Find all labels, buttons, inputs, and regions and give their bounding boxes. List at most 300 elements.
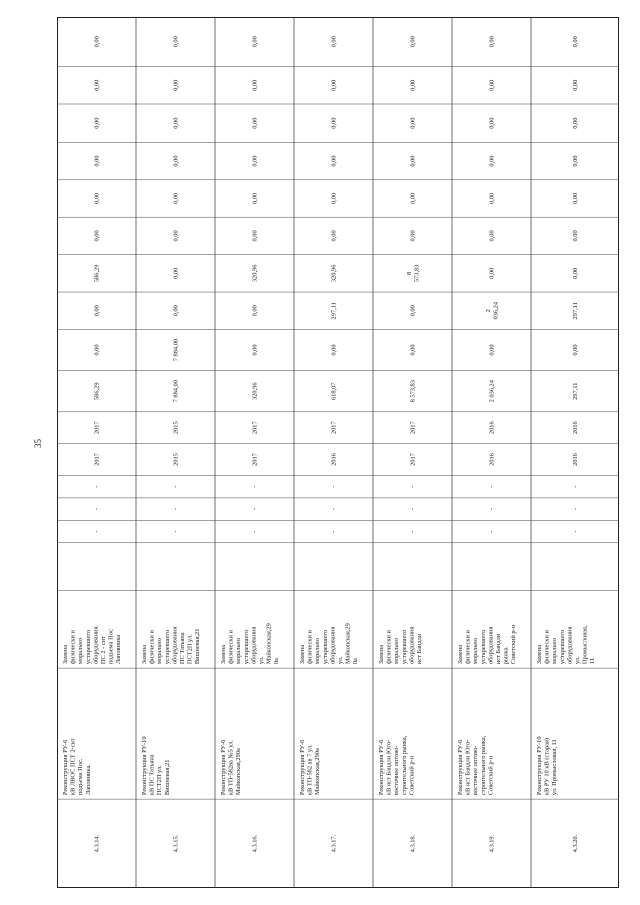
cell-value: 2017 xyxy=(93,453,101,466)
cell-line: Советский р-н xyxy=(510,624,518,665)
cell-value: 2017 xyxy=(93,421,101,435)
cell-line: морально xyxy=(235,638,243,665)
cell-value: 7 884,00 xyxy=(172,338,180,362)
cell-line: Замена xyxy=(457,644,464,665)
cell-v2 xyxy=(410,305,417,316)
cell-value: 0,00 xyxy=(93,79,101,91)
cell-year_start xyxy=(94,452,101,466)
cell-line: оборудования xyxy=(487,626,495,665)
cell-v4 xyxy=(410,230,417,241)
cell-year_start xyxy=(331,453,338,466)
cell-value: 0,00 xyxy=(251,344,259,356)
cell-line: физически и xyxy=(227,630,235,665)
cell-line: устаревшего xyxy=(400,629,408,665)
rotated-table xyxy=(57,17,619,888)
cell-value: 586,29 xyxy=(93,382,101,401)
cell-v2 xyxy=(331,302,338,319)
cell-line: оборудования xyxy=(566,626,574,665)
cell-line: оборудования xyxy=(329,626,337,665)
table-row xyxy=(378,36,423,852)
cell-value: 2016 xyxy=(488,453,496,466)
table-row xyxy=(220,36,280,852)
cell-blank3 xyxy=(331,486,338,488)
cell-line: ПСТ2П ул. xyxy=(186,634,194,665)
cell-line: Лаповника. xyxy=(84,764,92,796)
cell-line: Майкопская,29 xyxy=(265,623,273,665)
cell-line: оборудования. xyxy=(92,625,100,665)
cell-v6 xyxy=(173,155,180,166)
cell-line: устаревшего xyxy=(558,629,566,665)
cell-year_end xyxy=(572,421,579,434)
cell-value: 0,00 xyxy=(330,155,338,167)
cell-value: - xyxy=(572,530,580,533)
cell-line: устаревшего xyxy=(321,629,329,665)
cell-v3 xyxy=(489,268,496,279)
cell-name xyxy=(62,738,92,795)
cell-value: 2 xyxy=(484,309,492,313)
cell-year_end xyxy=(173,421,180,434)
cell-v9 xyxy=(572,36,579,47)
cell-value: 4.3.20. xyxy=(572,834,580,853)
cell-v1 xyxy=(173,339,180,361)
cell-blank2 xyxy=(252,508,259,510)
cell-value: 586,29 xyxy=(93,264,101,283)
cell-value: 0,00 xyxy=(409,344,417,356)
cell-value: 7 884,00 xyxy=(172,380,180,403)
cell-line: морально xyxy=(314,638,322,665)
cell-value: - xyxy=(488,530,496,533)
cell-value: 0,00 xyxy=(251,192,259,205)
cell-line: Замена xyxy=(220,644,227,665)
cell-line: морально xyxy=(393,638,401,665)
cell-value: 0,00 xyxy=(409,117,417,129)
cell-line: кВ ист Бандли Юго- xyxy=(385,739,393,796)
cell-year_end xyxy=(489,421,496,434)
cell-blank2 xyxy=(572,508,579,510)
cell-blank2 xyxy=(173,508,180,510)
cell-value: 2017 xyxy=(330,421,338,435)
cell-value: 2017 xyxy=(251,421,259,435)
cell-value: 4.3.14. xyxy=(93,834,101,853)
cell-value: 0,00 xyxy=(93,117,101,129)
cell-line: подъема Пос. xyxy=(77,758,85,796)
cell-v3 xyxy=(331,265,338,283)
cell-line: ул. xyxy=(574,656,581,665)
cell-value: - xyxy=(488,508,496,511)
cell-value: - xyxy=(251,508,259,511)
cell-v4 xyxy=(489,230,496,241)
cell-value: 8 xyxy=(405,271,413,275)
cell-value: 2017 xyxy=(409,421,417,435)
cell-blank3 xyxy=(489,486,496,488)
cell-blank2 xyxy=(489,508,496,510)
cell-value: 0,00 xyxy=(409,192,417,205)
cell-value: - xyxy=(572,508,580,511)
cell-action xyxy=(299,623,359,664)
cell-v2 xyxy=(173,305,180,316)
cell-value: 0,00 xyxy=(172,305,180,317)
cell-value: 0,00 xyxy=(330,344,338,356)
cell-v9 xyxy=(331,36,338,47)
cell-v8 xyxy=(94,80,101,91)
cell-action xyxy=(62,625,122,665)
cell-value: 0,00 xyxy=(251,79,259,91)
cell-value: 0,00 xyxy=(93,155,101,167)
cell-line: физически и xyxy=(69,630,77,665)
cell-value: 0,00 xyxy=(251,305,259,317)
cell-value: 0,00 xyxy=(572,155,580,167)
cell-value: 0,00 xyxy=(488,36,496,48)
table-row xyxy=(536,36,596,852)
cell-line: устаревшего xyxy=(84,629,92,665)
cell-line: оборудования xyxy=(250,626,258,665)
cell-value: 2015 xyxy=(172,421,180,435)
cell-value: 320,96 xyxy=(251,382,259,401)
cell-year_start xyxy=(410,452,417,466)
cell-value: 0,00 xyxy=(330,117,338,129)
cell-value: 2 036,24 xyxy=(488,380,496,403)
cell-value: 2017 xyxy=(251,453,259,466)
cell-name xyxy=(457,735,494,795)
cell-v2 xyxy=(485,301,500,319)
cell-v5 xyxy=(94,193,101,204)
cell-name xyxy=(299,740,321,795)
cell-line: морально xyxy=(156,638,164,665)
cell-v4 xyxy=(331,230,338,241)
cell-blank1 xyxy=(489,530,496,532)
cell-v5 xyxy=(572,193,579,204)
cell-line: восточнее оптово- xyxy=(393,745,401,796)
cell-v7 xyxy=(173,118,180,129)
cell-v1 xyxy=(489,344,496,355)
cell-blank1 xyxy=(572,530,579,532)
cell-v4 xyxy=(572,230,579,241)
cell-action xyxy=(141,627,201,665)
cell-line: Реконструкция РУ-10 xyxy=(536,736,543,796)
cell-value: - xyxy=(251,530,259,533)
cell-v7 xyxy=(252,118,259,129)
cell-value: - xyxy=(172,485,180,488)
cell-value: 0,00 xyxy=(572,36,580,48)
cell-value: - xyxy=(409,485,417,488)
cell-num xyxy=(252,834,259,852)
cell-value: 0,00 xyxy=(330,230,338,242)
cell-v4 xyxy=(173,230,180,241)
cell-value: 4.3.17. xyxy=(330,834,338,853)
cell-line: Реконструкция РУ-10 xyxy=(141,736,148,796)
cell-v1 xyxy=(252,344,259,355)
cell-total xyxy=(410,380,417,402)
cell-line: ист Бандли xyxy=(495,633,502,665)
cell-v9 xyxy=(173,36,180,47)
cell-v9 xyxy=(410,36,417,47)
cell-value: 0,00 xyxy=(172,230,180,242)
cell-v6 xyxy=(331,155,338,166)
cell-value: - xyxy=(488,485,496,488)
cell-value: 4.3.19. xyxy=(488,834,496,853)
cell-v3 xyxy=(572,268,579,279)
cell-v7 xyxy=(572,118,579,129)
cell-value: - xyxy=(172,508,180,511)
cell-line: ПС 2 - сит xyxy=(100,636,107,665)
cell-v1 xyxy=(331,344,338,355)
cell-line: физически и xyxy=(306,630,314,665)
cell-total xyxy=(94,382,101,400)
cell-value: 0,00 xyxy=(488,267,496,279)
cell-value: - xyxy=(172,530,180,533)
cell-line: морально xyxy=(77,638,85,665)
cell-num xyxy=(331,834,338,852)
cell-total xyxy=(572,383,579,400)
cell-line: Реконструкция РУ-6 xyxy=(62,739,69,796)
cell-line: физически и xyxy=(385,630,393,665)
cell-num xyxy=(94,834,101,852)
cell-year_end xyxy=(252,421,259,435)
cell-value: 0,00 xyxy=(93,230,101,242)
cell-v7 xyxy=(489,118,496,129)
cell-line: ПСТ2П ул. xyxy=(156,765,164,796)
cell-value: 0,00 xyxy=(409,305,417,317)
cell-value: 2016 xyxy=(330,453,338,466)
cell-blank2 xyxy=(410,508,417,510)
cell-value: 2016 xyxy=(572,421,580,435)
cell-num xyxy=(410,834,417,852)
cell-line: Замена xyxy=(62,644,69,665)
cell-v5 xyxy=(252,193,259,204)
cell-value: 0,00 xyxy=(251,117,259,129)
cell-value: 0,00 xyxy=(93,36,101,48)
cell-v1 xyxy=(572,344,579,355)
cell-value: 2016 xyxy=(572,453,580,466)
cell-line: Замена xyxy=(141,644,148,665)
cell-value: 0,00 xyxy=(172,267,180,279)
cell-v5 xyxy=(410,193,417,204)
cell-v8 xyxy=(252,80,259,91)
cell-value: 0,00 xyxy=(488,192,496,205)
cell-value: 0,00 xyxy=(488,79,496,91)
cell-blank3 xyxy=(252,486,259,488)
table-canvas xyxy=(57,17,619,888)
cell-line: 0а xyxy=(352,658,360,665)
cell-v6 xyxy=(489,155,496,166)
cell-year_end xyxy=(94,421,101,435)
cell-value: - xyxy=(330,485,338,488)
cell-v1 xyxy=(94,344,101,355)
cell-v6 xyxy=(252,155,259,166)
cell-value: 0,00 xyxy=(572,192,580,205)
cell-value: - xyxy=(330,530,338,533)
cell-line: морально xyxy=(551,638,559,665)
cell-blank3 xyxy=(410,486,417,488)
cell-action xyxy=(220,623,280,664)
cell-v8 xyxy=(489,80,496,91)
cell-v6 xyxy=(572,155,579,166)
page-number: 35 xyxy=(33,439,43,448)
cell-value: 297,11 xyxy=(572,302,580,320)
cell-value: 0,00 xyxy=(93,305,101,317)
cell-blank3 xyxy=(94,486,101,488)
cell-v8 xyxy=(572,80,579,91)
cell-line: Замена xyxy=(299,644,306,665)
cell-value: 0,00 xyxy=(172,79,180,91)
cell-blank1 xyxy=(94,530,101,532)
cell-line: устаревшего xyxy=(242,629,250,665)
cell-total xyxy=(252,382,259,400)
cell-line: Советский р-н xyxy=(408,755,416,796)
cell-line: Лаповника xyxy=(115,634,123,665)
cell-line: физически и xyxy=(543,630,551,665)
cell-line: подъема Пос xyxy=(107,629,115,665)
cell-line: Замена xyxy=(378,644,385,665)
cell-action xyxy=(536,625,596,664)
cell-v6 xyxy=(410,155,417,166)
cell-value: 0,00 xyxy=(572,267,580,279)
cell-v7 xyxy=(331,118,338,129)
cell-name xyxy=(220,740,242,796)
cell-value: 0,00 xyxy=(572,344,580,356)
cell-line: рынка xyxy=(502,647,510,665)
cell-v2 xyxy=(572,302,579,319)
cell-v4 xyxy=(94,230,101,241)
table-row xyxy=(141,36,201,852)
cell-action xyxy=(378,627,423,665)
cell-value: 0,00 xyxy=(488,230,496,242)
cell-v4 xyxy=(252,230,259,241)
cell-num xyxy=(173,834,180,852)
cell-total xyxy=(489,379,496,402)
table-row xyxy=(457,36,517,852)
cell-v2 xyxy=(94,305,101,316)
cell-value: 0,00 xyxy=(172,36,180,48)
cell-year_end xyxy=(331,421,338,435)
cell-value: - xyxy=(572,485,580,488)
cell-line: кВ ЛВОС ПСТ 2-сит xyxy=(69,738,77,796)
cell-value: 2017 xyxy=(409,453,417,466)
cell-blank2 xyxy=(94,508,101,510)
cell-value: 2015 xyxy=(172,453,180,466)
cell-v5 xyxy=(331,193,338,204)
cell-line: Промысловая, xyxy=(581,625,589,665)
cell-name xyxy=(536,736,558,795)
cell-value: 4.3.18. xyxy=(409,834,417,853)
cell-blank1 xyxy=(173,530,180,532)
cell-line: Вишневая,21 xyxy=(194,628,202,665)
cell-value: 0,00 xyxy=(330,36,338,48)
cell-value: 0,00 xyxy=(409,79,417,91)
cell-value: 0,00 xyxy=(409,36,417,48)
cell-total xyxy=(173,380,180,402)
cell-v3 xyxy=(94,265,101,283)
cell-line: кВ РУ 10 кВ (старая) xyxy=(543,737,551,796)
cell-line: оборудования xyxy=(408,626,416,665)
cell-line: Майкопская,290а xyxy=(314,748,322,796)
cell-line: кВ ист Бандли Юго- xyxy=(464,739,472,796)
cell-value: 0,00 xyxy=(172,192,180,205)
cell-value: 0,00 xyxy=(330,192,338,205)
cell-v3 xyxy=(173,268,180,279)
cell-value: 0,00 xyxy=(572,117,580,129)
cell-line: физически и xyxy=(148,630,156,665)
cell-line: Реконструкция РУ-6 xyxy=(378,739,385,796)
cell-line: морально xyxy=(472,638,480,665)
cell-value: 0,00 xyxy=(488,155,496,167)
cell-line: кВ ТП-582 ав 7 ул. xyxy=(306,744,314,796)
cell-line: Реконструкция РУ-6 xyxy=(220,739,227,796)
cell-line: строительного рынка, xyxy=(400,735,408,796)
cell-year_start xyxy=(572,453,579,466)
cell-num xyxy=(572,834,579,852)
cell-value: 0,00 xyxy=(251,36,259,48)
cell-value: 0,00 xyxy=(93,344,101,356)
cell-v8 xyxy=(331,80,338,91)
cell-value: 0,00 xyxy=(572,79,580,91)
cell-value: 320,96 xyxy=(330,264,338,283)
cell-value: 036,24 xyxy=(492,301,500,320)
cell-value: - xyxy=(251,485,259,488)
cell-value: 0,00 xyxy=(172,117,180,129)
cell-line: строительного рынка, xyxy=(479,735,487,796)
cell-line: Реконструкция РУ-6 xyxy=(457,739,464,796)
table-row xyxy=(299,36,359,852)
cell-line: 11 xyxy=(589,657,597,665)
cell-value: 0,00 xyxy=(251,155,259,167)
cell-blank2 xyxy=(331,508,338,510)
cell-line: кВ ПС Татьяна xyxy=(148,754,156,796)
cell-num xyxy=(489,834,496,852)
cell-name xyxy=(378,735,415,795)
cell-blank3 xyxy=(572,486,579,488)
cell-value: 4.3.16. xyxy=(251,834,259,853)
cell-line: Майкопская,290а xyxy=(235,748,243,796)
cell-value: - xyxy=(93,485,101,488)
cell-line: Замена xyxy=(536,644,543,665)
cell-blank1 xyxy=(331,530,338,532)
table-row xyxy=(62,36,122,852)
cell-value: 4.3.15. xyxy=(172,834,180,853)
cell-value: - xyxy=(330,508,338,511)
cell-line: ул. xyxy=(258,656,265,665)
cell-total xyxy=(331,382,338,400)
cell-value: 0,00 xyxy=(409,155,417,167)
cell-value: 0,00 xyxy=(93,192,101,205)
cell-line: кВ ТП-582ва №5 ул. xyxy=(227,739,235,796)
cell-value: 0,00 xyxy=(409,230,417,242)
cell-value: 573,83 xyxy=(413,264,421,283)
cell-value: - xyxy=(409,508,417,511)
cell-name xyxy=(141,736,171,795)
cell-v8 xyxy=(173,80,180,91)
cell-v5 xyxy=(489,193,496,204)
cell-v9 xyxy=(252,36,259,47)
cell-v5 xyxy=(173,193,180,204)
cell-v1 xyxy=(410,344,417,355)
cell-line: 0а xyxy=(273,658,281,665)
cell-line: Майкопская,29 xyxy=(344,623,352,665)
cell-year_end xyxy=(410,421,417,435)
cell-v8 xyxy=(410,80,417,91)
cell-v6 xyxy=(94,155,101,166)
cell-line: Реконструкция РУ-6 xyxy=(299,739,306,796)
cell-value: 297,11 xyxy=(572,382,580,400)
cell-value: 320,96 xyxy=(251,264,259,283)
cell-line: ист Бандли xyxy=(416,633,423,665)
cell-year_start xyxy=(173,453,180,466)
cell-value: - xyxy=(93,508,101,511)
cell-v3 xyxy=(406,265,421,283)
cell-value: - xyxy=(93,530,101,533)
cell-value: 0,00 xyxy=(251,230,259,242)
cell-v3 xyxy=(252,265,259,283)
